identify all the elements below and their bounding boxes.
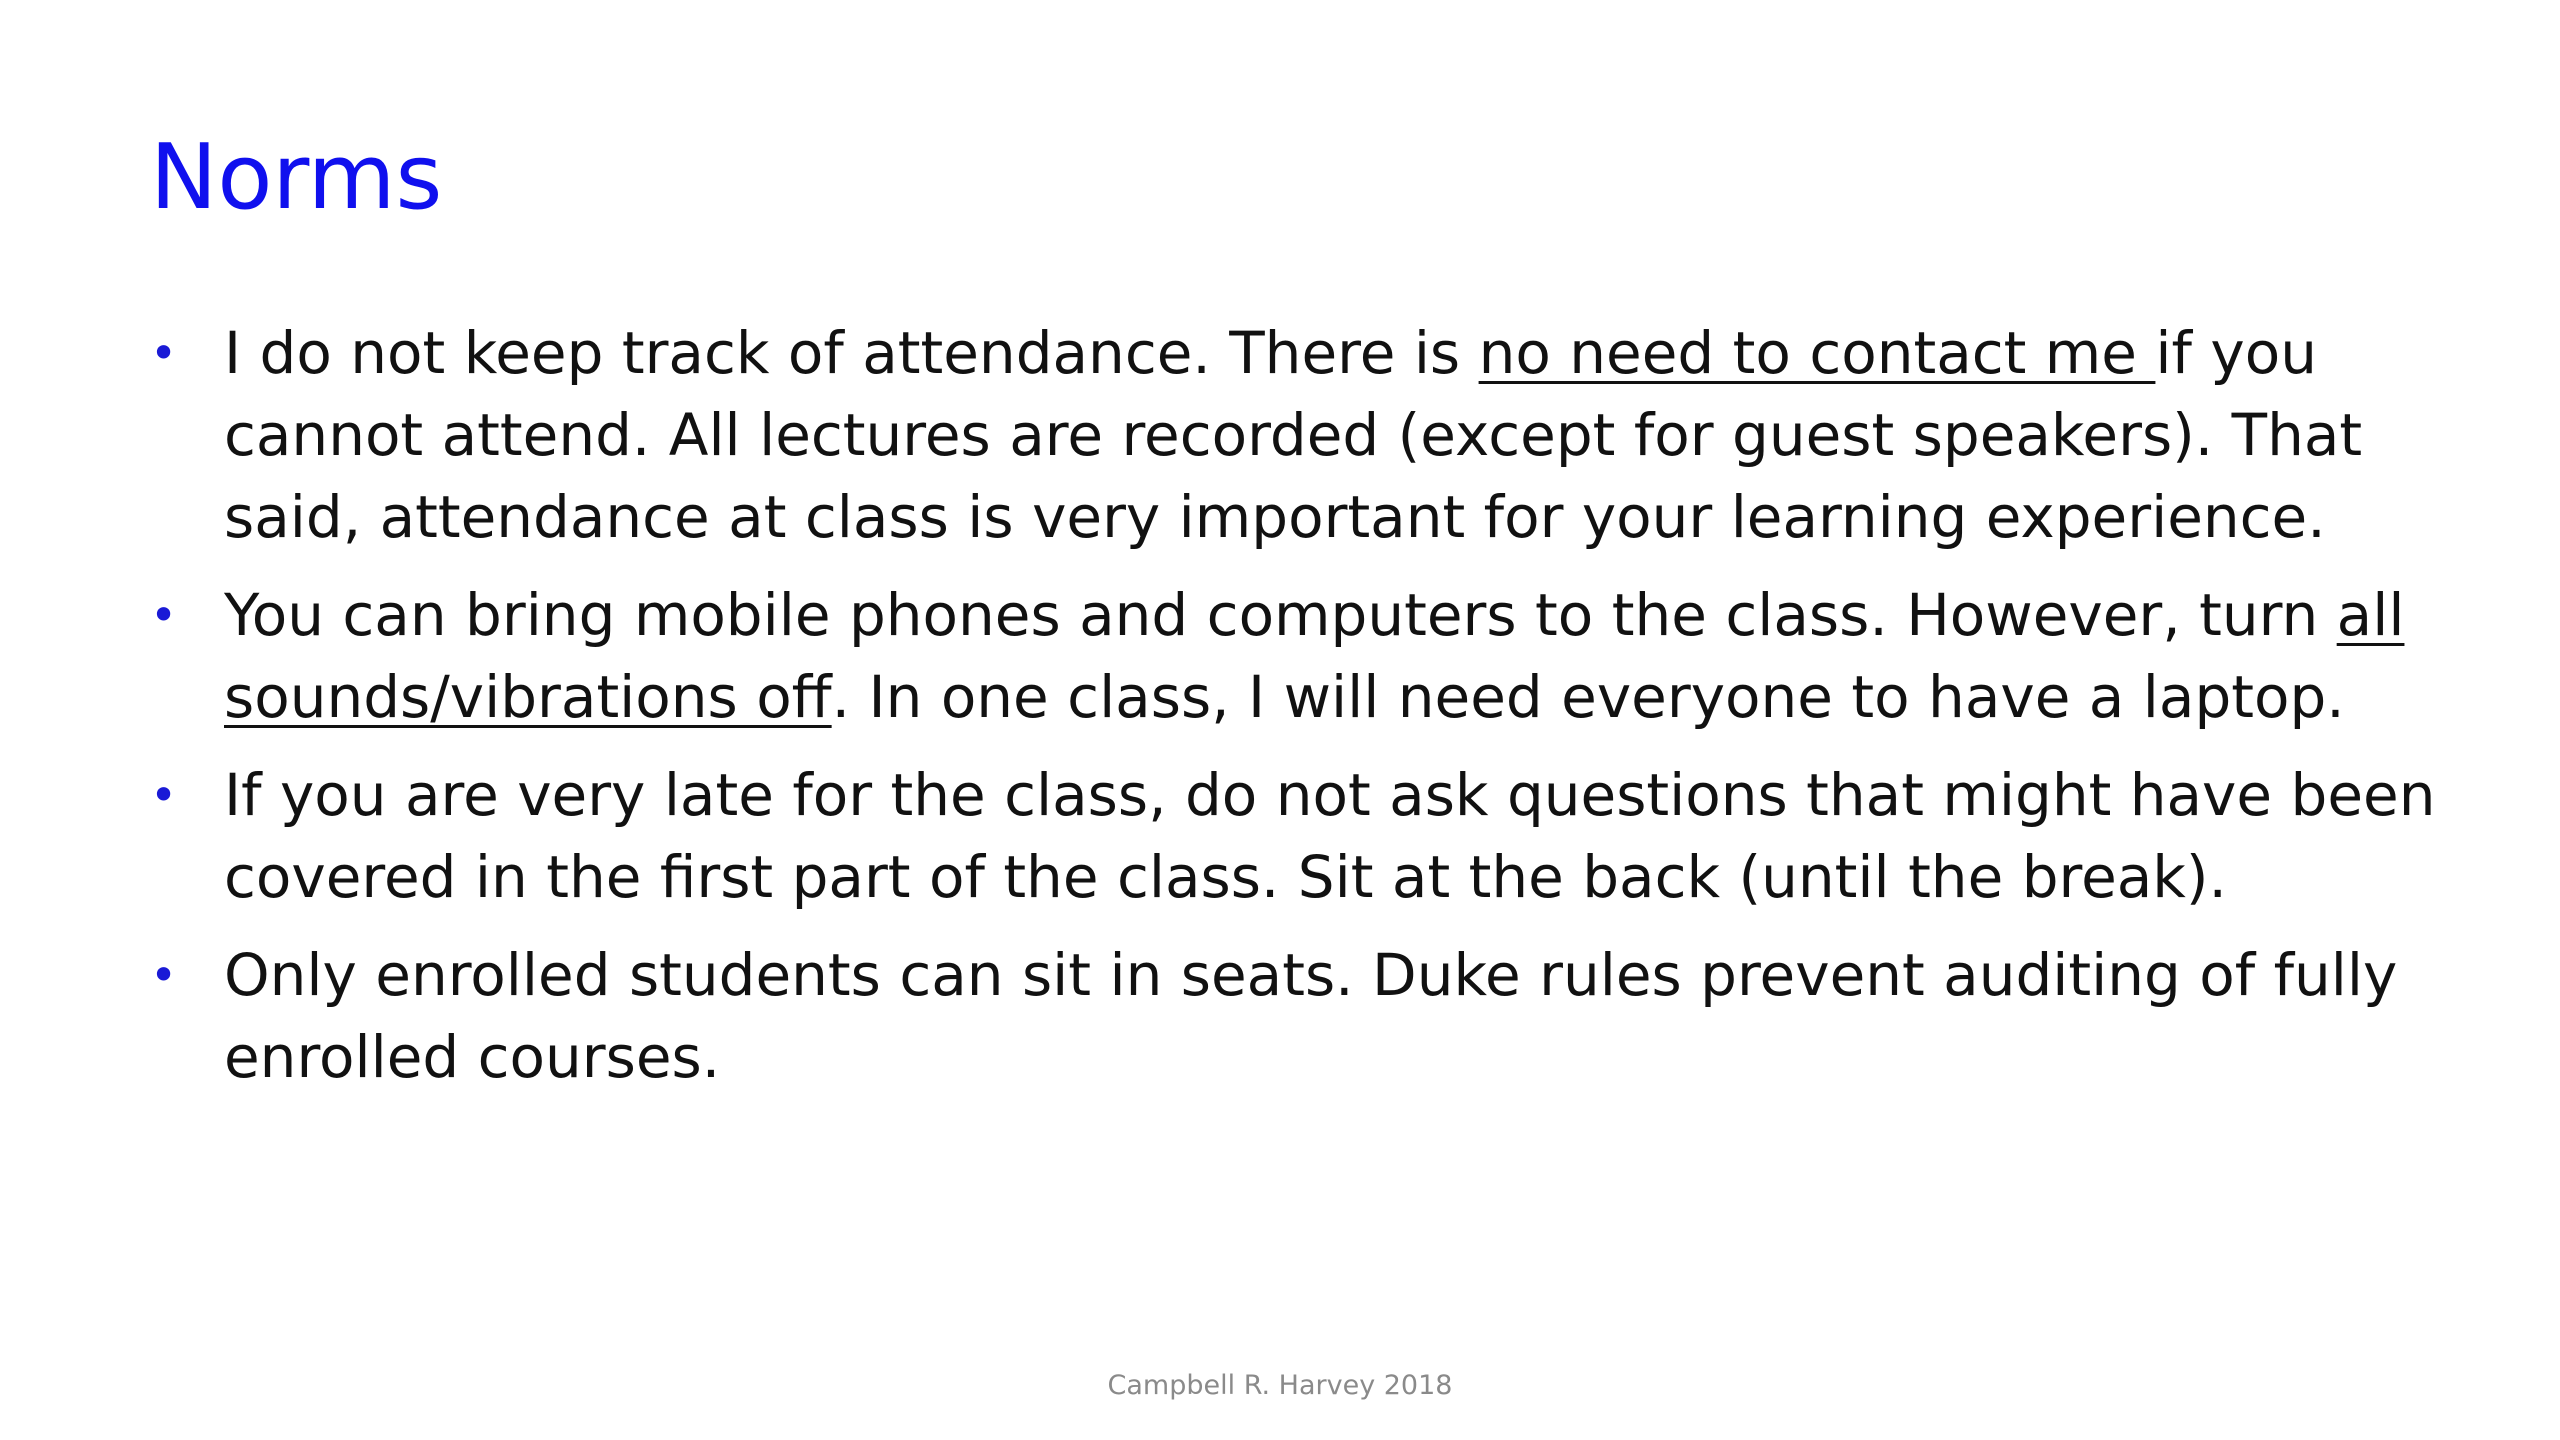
bullet-icon: •	[150, 588, 178, 642]
bullet-icon: •	[150, 768, 178, 822]
bullet-text: I do not keep track of attendance. There is	[224, 319, 1479, 387]
bullet-icon: •	[150, 326, 178, 380]
bullet-text: You can bring mobile phones and computers to the class. However, turn	[224, 581, 2337, 649]
bullet-item-attendance	[150, 312, 2440, 558]
bullet-list	[150, 312, 2440, 1114]
bullet-item-devices	[150, 574, 2440, 738]
bullet-icon: •	[150, 948, 178, 1002]
slide-title: Norms	[150, 125, 443, 230]
bullet-item-lateness	[150, 754, 2440, 918]
slide-footer: Campbell R. Harvey 2018	[1107, 1370, 1453, 1401]
bullet-underlined-text: no need to contact me	[1478, 319, 2156, 387]
bullet-text: If you are very late for the class, do not ask questions that might have been covered in the first part of the class. Sit at the back (until the break).	[224, 761, 2436, 911]
bullet-text: Only enrolled students can sit in seats. Duke rules prevent auditing of fully enrolled courses.	[224, 941, 2398, 1091]
bullet-underlined-text: all sounds/vibrations off	[224, 581, 2405, 731]
bullet-item-enrollment	[150, 934, 2440, 1098]
bullet-text: . In one class, I will need everyone to have a laptop.	[831, 663, 2345, 731]
bullet-text: if you cannot attend. All lectures are recorded (except for guest speakers). That said, attendance at class is very important for your learning experience.	[224, 319, 2363, 551]
